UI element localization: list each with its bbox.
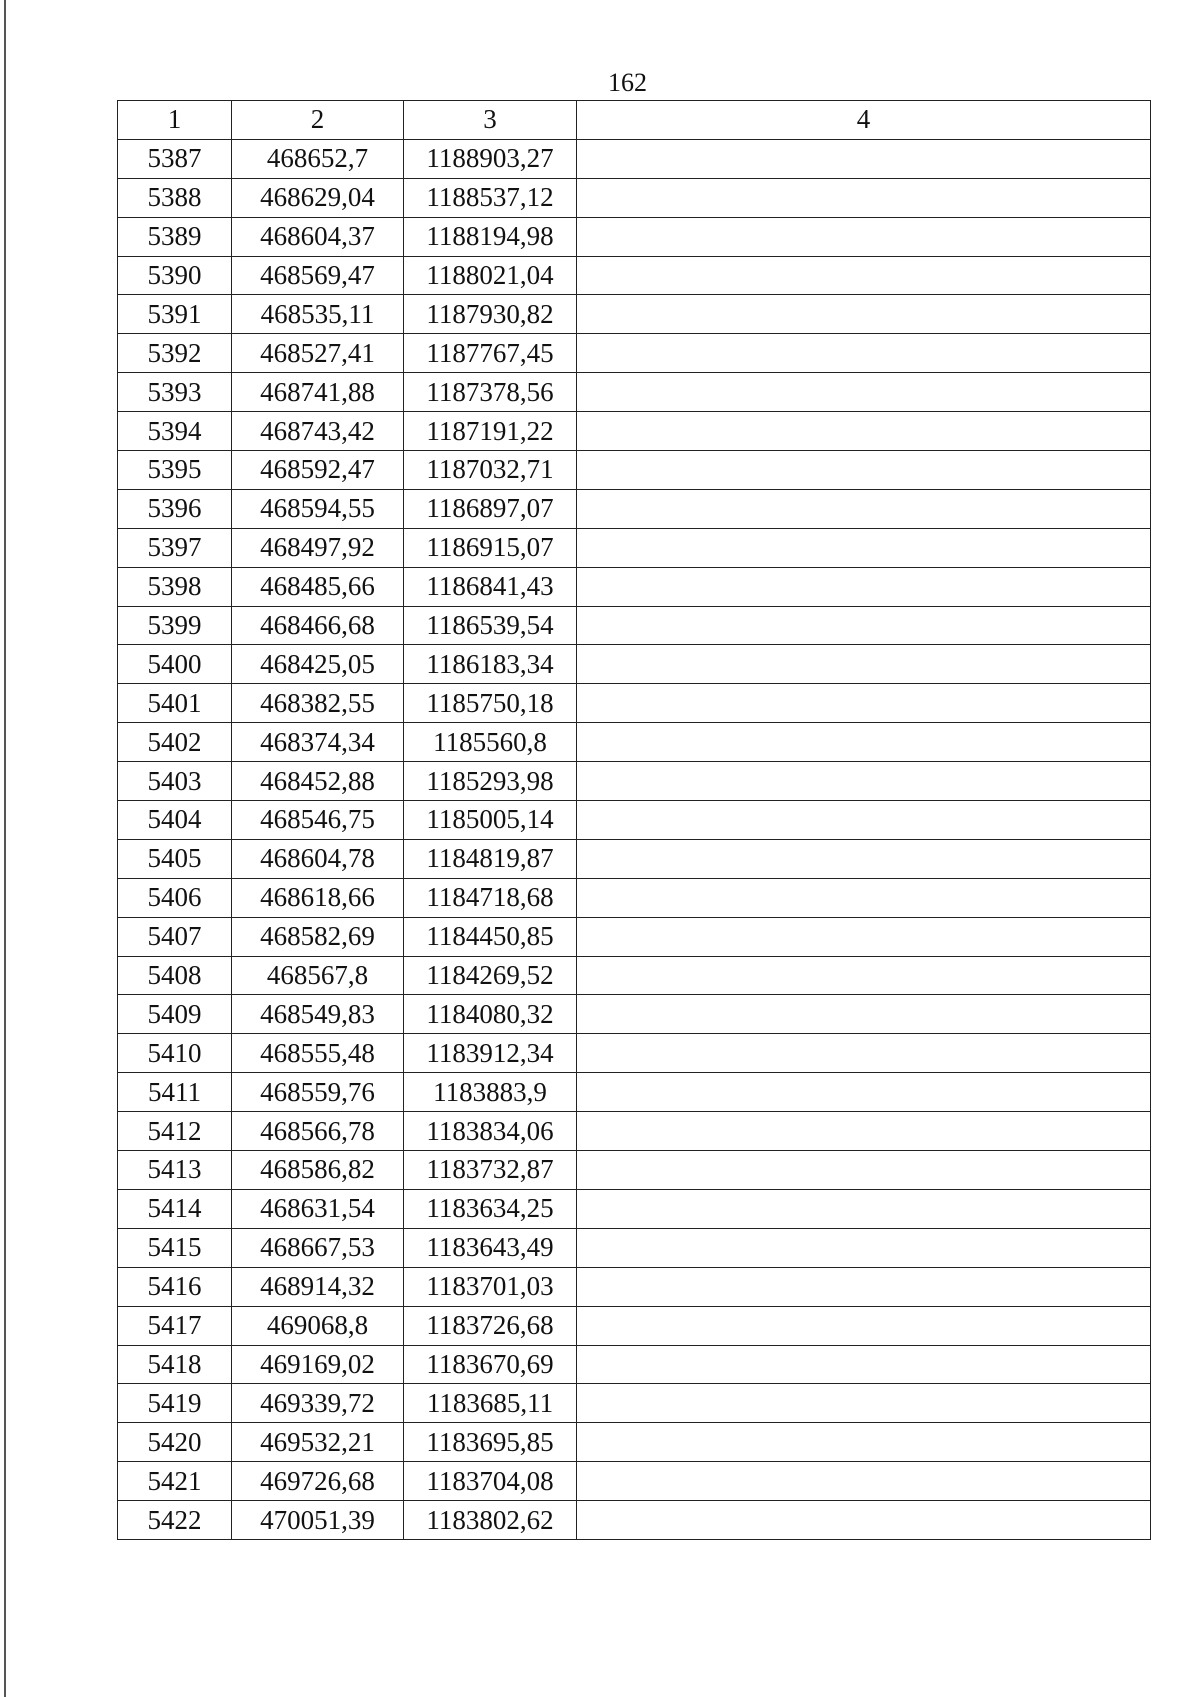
table-cell-col-4 <box>577 412 1151 451</box>
table-cell-col-3: 1183726,68 <box>404 1306 577 1345</box>
table-cell-col-4 <box>577 295 1151 334</box>
table-cell-col-4 <box>577 645 1151 684</box>
table-cell-col-1: 5418 <box>118 1345 232 1384</box>
table-cell-col-4 <box>577 1034 1151 1073</box>
table-cell-col-3: 1185560,8 <box>404 723 577 762</box>
table-cell-col-4 <box>577 528 1151 567</box>
table-cell-col-2: 468567,8 <box>232 956 404 995</box>
table-cell-col-3: 1183704,08 <box>404 1462 577 1501</box>
table-cell-col-3: 1186539,54 <box>404 606 577 645</box>
table-row <box>118 1423 1151 1462</box>
table-cell-col-1: 5391 <box>118 295 232 334</box>
table-cell-col-4 <box>577 1189 1151 1228</box>
table-cell-col-4 <box>577 762 1151 801</box>
table-cell-col-1: 5414 <box>118 1189 232 1228</box>
table-cell-col-4 <box>577 801 1151 840</box>
table-row <box>118 878 1151 917</box>
table-row <box>118 139 1151 178</box>
table-cell-col-4 <box>577 139 1151 178</box>
table-cell-col-3: 1186841,43 <box>404 567 577 606</box>
table-row <box>118 1034 1151 1073</box>
table-cell-col-1: 5408 <box>118 956 232 995</box>
table-cell-col-3: 1187930,82 <box>404 295 577 334</box>
table-row <box>118 1189 1151 1228</box>
table-cell-col-1: 5388 <box>118 178 232 217</box>
page-number: 162 <box>608 68 647 97</box>
table-cell-col-1: 5387 <box>118 139 232 178</box>
table-cell-col-2: 468569,47 <box>232 256 404 295</box>
table-cell-col-4 <box>577 1306 1151 1345</box>
table-cell-col-2: 468382,55 <box>232 684 404 723</box>
table-cell-col-2: 468485,66 <box>232 567 404 606</box>
table-cell-col-1: 5421 <box>118 1462 232 1501</box>
table-cell-col-2: 468604,37 <box>232 217 404 256</box>
table-cell-col-3: 1185293,98 <box>404 762 577 801</box>
table-cell-col-4 <box>577 256 1151 295</box>
table-cell-col-2: 468535,11 <box>232 295 404 334</box>
table-cell-col-1: 5396 <box>118 489 232 528</box>
table-cell-col-2: 468652,7 <box>232 139 404 178</box>
table-row <box>118 178 1151 217</box>
table-cell-col-1: 5394 <box>118 412 232 451</box>
table-cell-col-3: 1187767,45 <box>404 334 577 373</box>
header-cell-4: 4 <box>577 101 1151 140</box>
table-cell-col-4 <box>577 489 1151 528</box>
table-cell-col-2: 468667,53 <box>232 1228 404 1267</box>
table-cell-col-3: 1184450,85 <box>404 917 577 956</box>
table-cell-col-4 <box>577 1501 1151 1540</box>
table-cell-col-3: 1185750,18 <box>404 684 577 723</box>
table-row <box>118 334 1151 373</box>
table-row <box>118 1073 1151 1112</box>
table-cell-col-2: 468604,78 <box>232 839 404 878</box>
table-row <box>118 723 1151 762</box>
table-cell-col-2: 469169,02 <box>232 1345 404 1384</box>
table-row <box>118 684 1151 723</box>
table-cell-col-2: 468566,78 <box>232 1112 404 1151</box>
table-cell-col-2: 468466,68 <box>232 606 404 645</box>
table-cell-col-4 <box>577 1073 1151 1112</box>
table-cell-col-2: 468914,32 <box>232 1267 404 1306</box>
table-cell-col-4 <box>577 567 1151 606</box>
table-cell-col-4 <box>577 1345 1151 1384</box>
table-cell-col-1: 5401 <box>118 684 232 723</box>
table-row <box>118 412 1151 451</box>
table-cell-col-1: 5420 <box>118 1423 232 1462</box>
table-cell-col-4 <box>577 373 1151 412</box>
table-row <box>118 801 1151 840</box>
table-cell-col-1: 5409 <box>118 995 232 1034</box>
table-cell-col-3: 1183912,34 <box>404 1034 577 1073</box>
table-cell-col-1: 5416 <box>118 1267 232 1306</box>
scan-edge-line <box>4 0 6 1697</box>
table-row <box>118 1501 1151 1540</box>
table-cell-col-3: 1184819,87 <box>404 839 577 878</box>
table-cell-col-4 <box>577 956 1151 995</box>
table-cell-col-3: 1183695,85 <box>404 1423 577 1462</box>
table-row <box>118 1112 1151 1151</box>
table-cell-col-3: 1183643,49 <box>404 1228 577 1267</box>
table-cell-col-1: 5415 <box>118 1228 232 1267</box>
table-cell-col-1: 5393 <box>118 373 232 412</box>
header-row <box>118 101 1151 140</box>
table-cell-col-2: 468594,55 <box>232 489 404 528</box>
table-cell-col-3: 1185005,14 <box>404 801 577 840</box>
table-row <box>118 839 1151 878</box>
table-cell-col-3: 1186915,07 <box>404 528 577 567</box>
table-row <box>118 489 1151 528</box>
table-cell-col-4 <box>577 1462 1151 1501</box>
table-cell-col-3: 1188903,27 <box>404 139 577 178</box>
table-cell-col-4 <box>577 606 1151 645</box>
table-cell-col-2: 468374,34 <box>232 723 404 762</box>
table-cell-col-3: 1184080,32 <box>404 995 577 1034</box>
table-cell-col-1: 5389 <box>118 217 232 256</box>
table-cell-col-1: 5404 <box>118 801 232 840</box>
table-cell-col-1: 5400 <box>118 645 232 684</box>
table-row <box>118 917 1151 956</box>
table-cell-col-3: 1187032,71 <box>404 451 577 490</box>
table-cell-col-3: 1186183,34 <box>404 645 577 684</box>
table-cell-col-2: 468631,54 <box>232 1189 404 1228</box>
table-cell-col-2: 468741,88 <box>232 373 404 412</box>
table-cell-col-3: 1183685,11 <box>404 1384 577 1423</box>
table-row <box>118 1306 1151 1345</box>
table-row <box>118 1228 1151 1267</box>
table-cell-col-2: 468425,05 <box>232 645 404 684</box>
table-row <box>118 645 1151 684</box>
table-cell-col-1: 5406 <box>118 878 232 917</box>
table-cell-col-2: 470051,39 <box>232 1501 404 1540</box>
table-row <box>118 606 1151 645</box>
table-cell-col-1: 5403 <box>118 762 232 801</box>
table-cell-col-2: 468618,66 <box>232 878 404 917</box>
table-body <box>118 139 1151 1539</box>
table-cell-col-1: 5410 <box>118 1034 232 1073</box>
table-cell-col-2: 469068,8 <box>232 1306 404 1345</box>
table-row <box>118 567 1151 606</box>
table-cell-col-1: 5398 <box>118 567 232 606</box>
table-cell-col-2: 468559,76 <box>232 1073 404 1112</box>
table-cell-col-4 <box>577 723 1151 762</box>
table-cell-col-4 <box>577 1112 1151 1151</box>
table-cell-col-4 <box>577 1423 1151 1462</box>
table-cell-col-3: 1188537,12 <box>404 178 577 217</box>
table-cell-col-2: 468582,69 <box>232 917 404 956</box>
table-row <box>118 1462 1151 1501</box>
table-cell-col-3: 1187378,56 <box>404 373 577 412</box>
table-cell-col-2: 468452,88 <box>232 762 404 801</box>
table-cell-col-4 <box>577 684 1151 723</box>
table-cell-col-3: 1188021,04 <box>404 256 577 295</box>
table-cell-col-4 <box>577 878 1151 917</box>
table-row <box>118 1384 1151 1423</box>
table-cell-col-3: 1183701,03 <box>404 1267 577 1306</box>
table-cell-col-4 <box>577 917 1151 956</box>
table-row <box>118 373 1151 412</box>
table-row <box>118 217 1151 256</box>
header-cell-1: 1 <box>118 101 232 140</box>
table-cell-col-3: 1184269,52 <box>404 956 577 995</box>
table-cell-col-2: 468592,47 <box>232 451 404 490</box>
table-cell-col-4 <box>577 1267 1151 1306</box>
table-cell-col-2: 468743,42 <box>232 412 404 451</box>
table-cell-col-3: 1184718,68 <box>404 878 577 917</box>
table-cell-col-1: 5419 <box>118 1384 232 1423</box>
table-cell-col-1: 5422 <box>118 1501 232 1540</box>
table-row <box>118 762 1151 801</box>
table-cell-col-4 <box>577 1151 1151 1190</box>
table-cell-col-4 <box>577 217 1151 256</box>
table-cell-col-3: 1183834,06 <box>404 1112 577 1151</box>
table-cell-col-1: 5413 <box>118 1151 232 1190</box>
table-row <box>118 451 1151 490</box>
table-cell-col-2: 469726,68 <box>232 1462 404 1501</box>
table-row <box>118 956 1151 995</box>
table-cell-col-4 <box>577 1228 1151 1267</box>
table-cell-col-1: 5395 <box>118 451 232 490</box>
table-cell-col-2: 468549,83 <box>232 995 404 1034</box>
table-cell-col-4 <box>577 1384 1151 1423</box>
table-cell-col-3: 1183802,62 <box>404 1501 577 1540</box>
table-cell-col-3: 1186897,07 <box>404 489 577 528</box>
table-cell-col-2: 468546,75 <box>232 801 404 840</box>
table-cell-col-4 <box>577 178 1151 217</box>
table-cell-col-4 <box>577 451 1151 490</box>
table-cell-col-2: 469339,72 <box>232 1384 404 1423</box>
table-cell-col-3: 1188194,98 <box>404 217 577 256</box>
table-cell-col-1: 5405 <box>118 839 232 878</box>
table-cell-col-4 <box>577 334 1151 373</box>
table-row <box>118 1151 1151 1190</box>
table-cell-col-1: 5402 <box>118 723 232 762</box>
table-cell-col-2: 468555,48 <box>232 1034 404 1073</box>
table-cell-col-2: 468586,82 <box>232 1151 404 1190</box>
table-cell-col-3: 1183670,69 <box>404 1345 577 1384</box>
table-cell-col-3: 1183883,9 <box>404 1073 577 1112</box>
header-cell-2: 2 <box>232 101 404 140</box>
table-cell-col-4 <box>577 995 1151 1034</box>
table-row <box>118 1345 1151 1384</box>
table-cell-col-1: 5412 <box>118 1112 232 1151</box>
table-cell-col-1: 5417 <box>118 1306 232 1345</box>
table-cell-col-4 <box>577 839 1151 878</box>
table-cell-col-3: 1183634,25 <box>404 1189 577 1228</box>
table-row <box>118 256 1151 295</box>
table-cell-col-2: 468497,92 <box>232 528 404 567</box>
table-cell-col-1: 5392 <box>118 334 232 373</box>
table-cell-col-2: 468629,04 <box>232 178 404 217</box>
table-row <box>118 295 1151 334</box>
table-cell-col-2: 468527,41 <box>232 334 404 373</box>
table-cell-col-1: 5397 <box>118 528 232 567</box>
table-cell-col-3: 1183732,87 <box>404 1151 577 1190</box>
table-cell-col-1: 5399 <box>118 606 232 645</box>
table-cell-col-1: 5407 <box>118 917 232 956</box>
table-cell-col-1: 5411 <box>118 1073 232 1112</box>
table-row <box>118 528 1151 567</box>
table-cell-col-2: 469532,21 <box>232 1423 404 1462</box>
header-cell-3: 3 <box>404 101 577 140</box>
table-cell-col-1: 5390 <box>118 256 232 295</box>
table-row <box>118 1267 1151 1306</box>
coordinates-table <box>117 100 1151 1540</box>
table-cell-col-3: 1187191,22 <box>404 412 577 451</box>
table-row <box>118 995 1151 1034</box>
